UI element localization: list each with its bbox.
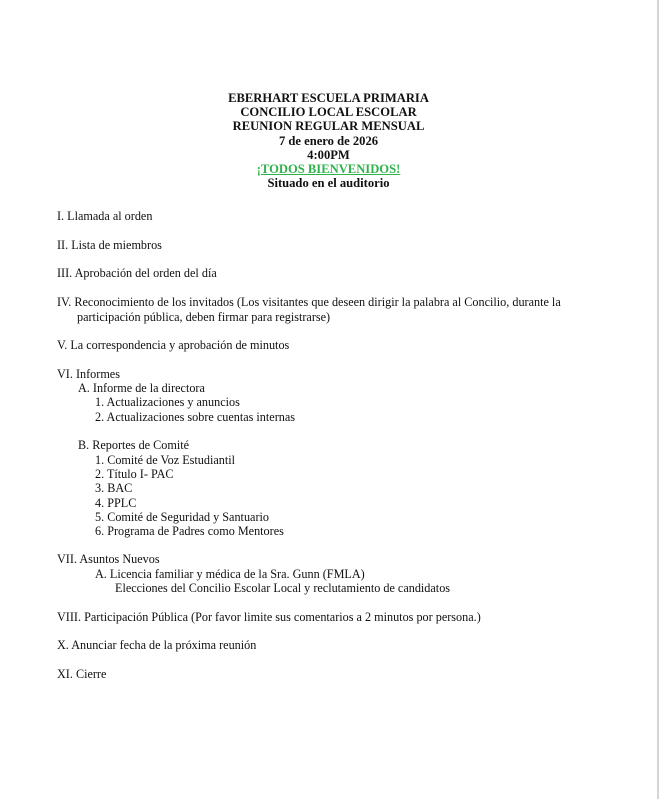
agenda-item-vii-a: A. Licencia familiar y médica de la Sra. Gunn (FMLA) <box>95 567 365 581</box>
agenda-item-viii: VIII. Participación Pública (Por favor limite sus comentarios a 2 minutos por persona.) <box>57 610 481 624</box>
agenda-item-vi-a-2: 2. Actualizaciones sobre cuentas internas <box>95 410 296 424</box>
agenda-item-iv-continued: participación pública, deben firmar para registrarse) <box>77 310 331 324</box>
agenda-item-iii: III. Aprobación del orden del día <box>57 266 217 280</box>
school-name: EBERHART ESCUELA PRIMARIA <box>228 91 429 105</box>
agenda-item-vi-a-1: 1. Actualizaciones y anuncios <box>95 395 240 409</box>
agenda-item-vi-b-4: 4. PPLC <box>95 496 137 510</box>
agenda-item-vi-a: A. Informe de la directora <box>78 381 205 395</box>
agenda-item-v: V. La correspondencia y aprobación de minutos <box>57 338 290 352</box>
agenda-item-ii: II. Lista de miembros <box>57 238 162 252</box>
council-name: CONCILIO LOCAL ESCOLAR <box>240 105 417 120</box>
agenda-item-iv: IV. Reconocimiento de los invitados (Los visitantes que deseen dirigir la palabra al Concilio, durante la <box>57 295 561 309</box>
meeting-time: 4:00PM <box>307 147 350 162</box>
agenda-item-i: I. Llamada al orden <box>57 209 153 223</box>
agenda-header <box>0 91 657 190</box>
meeting-location: Situado en el auditorio <box>267 176 390 191</box>
agenda-item-vi-b-1: 1. Comité de Voz Estudiantil <box>95 453 236 467</box>
agenda-item-vi-b-3: 3. BAC <box>95 481 133 495</box>
agenda-item-vi-b: B. Reportes de Comité <box>78 438 190 452</box>
agenda-item-vi-b-5: 5. Comité de Seguridad y Santuario <box>95 510 269 524</box>
meeting-type: REUNION REGULAR MENSUAL <box>232 119 425 134</box>
meeting-date: 7 de enero de 2026 <box>278 133 379 148</box>
agenda-item-vi-b-2: 2. Título I- PAC <box>95 467 174 481</box>
agenda-item-vii-a-elections: Elecciones del Concilio Escolar Local y reclutamiento de candidatos <box>115 581 451 595</box>
agenda-item-vi-b-6: 6. Programa de Padres como Mentores <box>95 524 284 538</box>
agenda-item-vii: VII. Asuntos Nuevos <box>57 552 160 566</box>
agenda-item-xi: XI. Cierre <box>57 667 107 681</box>
agenda-item-x: X. Anunciar fecha de la próxima reunión <box>57 638 257 652</box>
welcome-banner: ¡TODOS BIENVENIDOS! <box>256 162 401 177</box>
agenda-item-vi: VI. Informes <box>57 367 120 381</box>
